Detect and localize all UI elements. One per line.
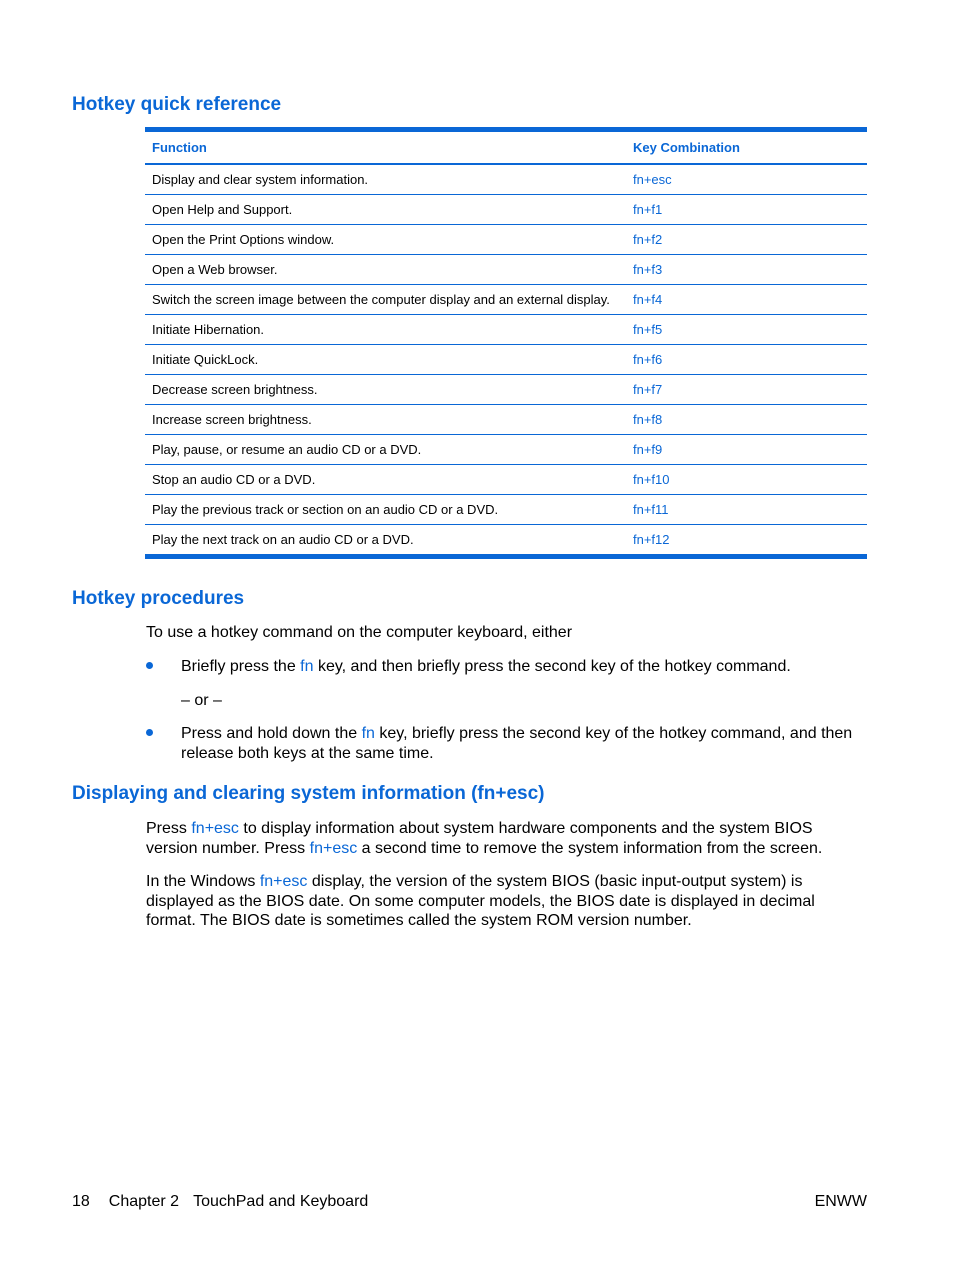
key-cell: fn+esc [626,164,867,195]
function-cell: Decrease screen brightness. [145,375,626,405]
function-cell: Stop an audio CD or a DVD. [145,465,626,495]
function-cell: Open the Print Options window. [145,225,626,255]
key-cell: fn+f10 [626,465,867,495]
function-cell: Switch the screen image between the computer display and an external display. [145,285,626,315]
table-header-row [145,130,867,165]
function-cell: Play the next track on an audio CD or a DVD. [152,532,414,547]
table-row [145,375,867,405]
table-row [145,345,867,375]
key-cell: fn+f4 [626,285,867,315]
function-cell: Display and clear system information. [145,164,626,195]
procedures-intro: To use a hotkey command on the computer keyboard, either [146,624,573,641]
key-cell: fn+f8 [626,405,867,435]
or-separator: – or – [181,692,222,709]
table-row [145,315,867,345]
table-row [145,465,867,495]
table-row [145,195,867,225]
table-row [145,255,867,285]
fn-key-ref: fn [361,725,375,742]
footer-chapter-title: TouchPad and Keyboard [193,1193,369,1210]
bullet-icon [146,729,153,736]
key-cell: fn+f7 [626,375,867,405]
display-paragraph-1: Press fn+esc to display information about system hardware components and the system BIOS version number. Press fn+esc a second time to remove the system information from the screen. [146,820,823,857]
function-cell: Play the previous track or section on an audio CD or a DVD. [145,495,626,525]
bullet-icon [146,662,153,669]
column-header-key-combination: Key Combination [626,130,867,165]
key-cell: fn+f6 [626,345,867,375]
section-title-hotkey-quick-reference: Hotkey quick reference [72,94,282,115]
function-cell: Increase screen brightness. [145,405,626,435]
display-paragraph-2: In the Windows fn+esc display, the version of the system BIOS (basic input-output system) is displayed as the BIOS date. On some computer models, the BIOS date is displayed in decimal format. The BIOS date is sometimes called the system ROM version number. [146,873,815,929]
table-row [145,525,867,557]
page-number: 18 [72,1193,90,1210]
section-title-hotkey-procedures: Hotkey procedures [72,588,245,609]
hotkey-table [145,127,867,559]
section-title-displaying-clearing: Displaying and clearing system information (fn+esc) [72,783,545,804]
key-cell: fn+f2 [626,225,867,255]
key-cell: fn+f5 [626,315,867,345]
key-cell: fn+f1 [626,195,867,225]
function-cell: Open Help and Support. [145,195,626,225]
function-cell: Initiate Hibernation. [145,315,626,345]
table-row [145,225,867,255]
function-cell: Open a Web browser. [145,255,626,285]
key-cell: fn+f12 [633,532,670,547]
table-row [145,285,867,315]
table-row [145,164,867,195]
fn-key-ref: fn [300,658,314,675]
table-row [145,435,867,465]
footer-chapter: Chapter 2 [108,1193,180,1210]
footer-right: ENWW [814,1193,867,1210]
bullet-text: Briefly press the fn key, and then briefly press the second key of the hotkey command. [181,658,791,675]
function-cell: Initiate QuickLock. [145,345,626,375]
fn-esc-key-ref: fn+esc [191,820,239,837]
footer-left [72,1193,368,1211]
table-row [145,405,867,435]
table-row [145,495,867,525]
key-cell: fn+f3 [626,255,867,285]
fn-esc-key-ref: fn+esc [259,873,308,890]
key-cell: fn+f11 [626,495,867,525]
key-cell: fn+f9 [626,435,867,465]
bullet-text: Press and hold down the fn key, briefly press the second key of the hotkey command, and then release both keys at the same time. [181,725,853,762]
column-header-function: Function [145,130,626,165]
function-cell: Play, pause, or resume an audio CD or a DVD. [145,435,626,465]
fn-esc-key-ref: fn+esc [309,839,358,857]
